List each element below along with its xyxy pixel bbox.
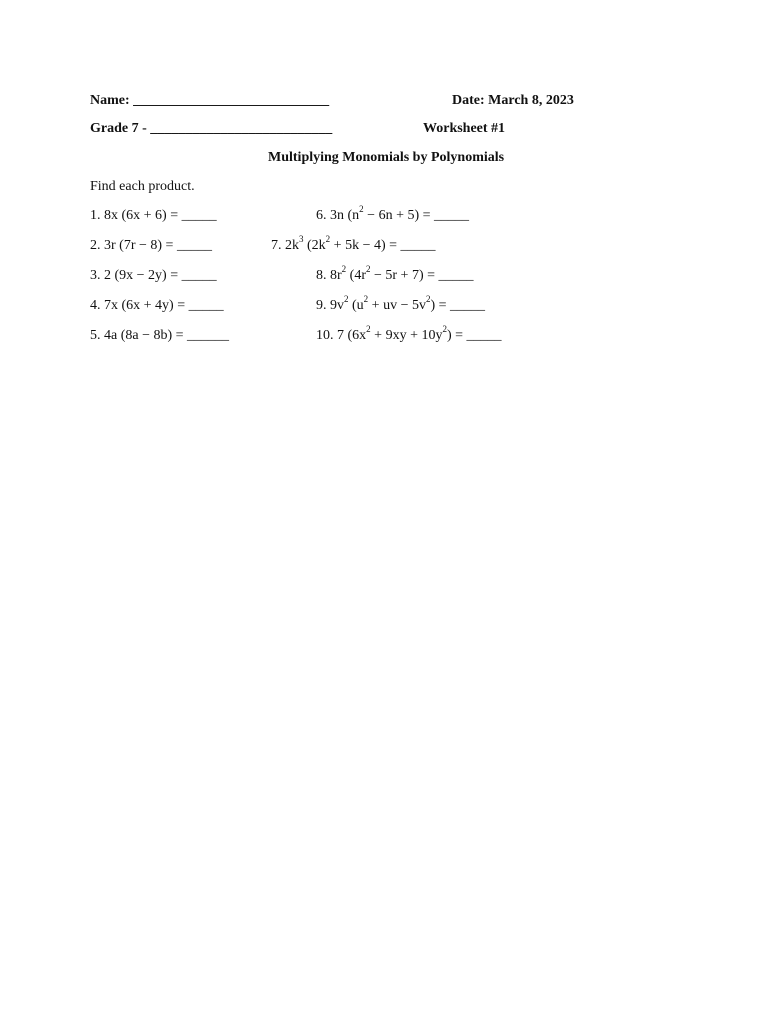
problem-9: 9. $9v^2$ ($u^2$ + uv − $5v^2$) = _____ xyxy=(316,294,486,313)
problem-10: 10. 7 $(6x^2 + 9xy + 10y^2)$ = _____ xyxy=(316,324,502,343)
problem-7: 7. $2k^3$ $(2k^2 + 5k - 4)$ = _____ xyxy=(271,234,436,253)
problem-5: 5. 4a (8a − 8b) = ______ xyxy=(90,328,230,343)
grade-field-label: Grade 7 - __________________________ xyxy=(90,121,333,136)
problem-3: 3. 2 (9x − 2y) = _____ xyxy=(90,268,217,283)
problem-8: 8. $8r^2$ $(4r^2 - 5r + 7)$ = _____ xyxy=(316,264,474,283)
name-field-label: Name: ____________________________ xyxy=(90,93,330,108)
problem-2: 2. 3r (7r − 8) = _____ xyxy=(90,238,212,253)
problem-6: 6. 3n $(n^2 - 6n + 5)$ = _____ xyxy=(316,204,470,223)
worksheet-title: Multiplying Monomials by Polynomials xyxy=(268,150,505,165)
worksheet-number: Worksheet #1 xyxy=(423,121,506,136)
instructions: Find each product. xyxy=(90,179,195,194)
problem-4: 4. 7x (6x + 4y) = _____ xyxy=(90,298,224,313)
problem-1: 1. 8x (6x + 6) = _____ xyxy=(90,208,217,223)
date-label: Date: March 8, 2023 xyxy=(452,93,574,108)
